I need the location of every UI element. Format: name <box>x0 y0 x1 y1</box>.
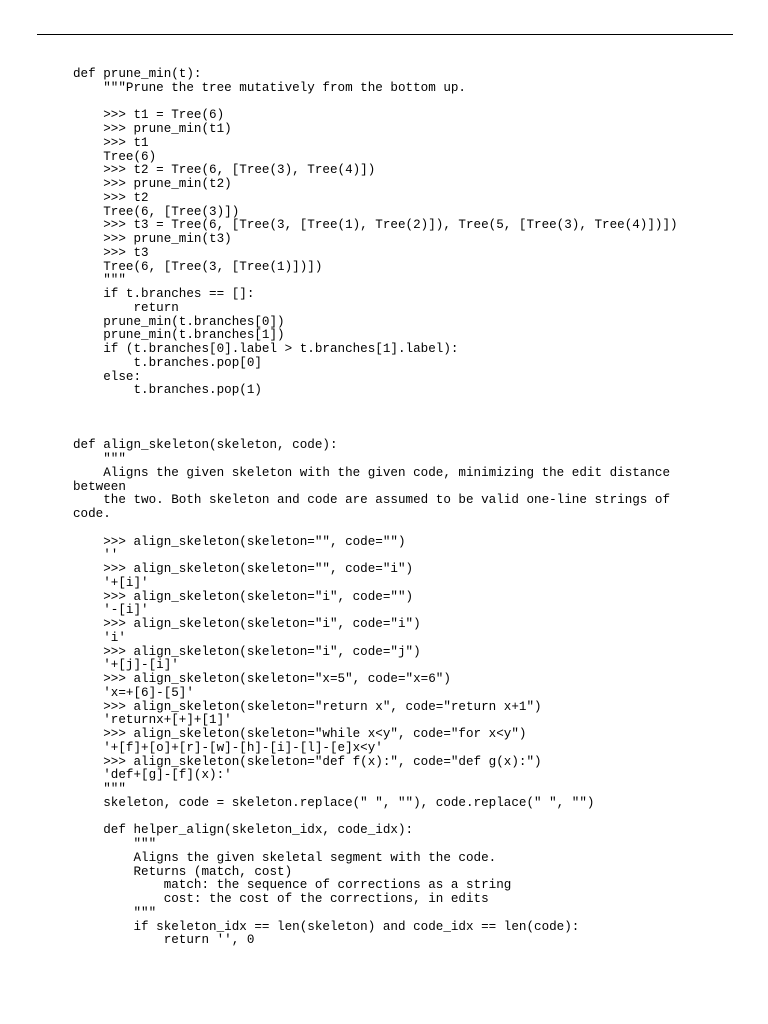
code-line: t.branches.pop[0] <box>73 355 262 370</box>
code-line <box>73 412 733 426</box>
code-line: >>> align_skeleton(skeleton="return x", code="return x+1") <box>73 699 542 714</box>
code-line: >>> align_skeleton(skeleton="i", code="") <box>73 589 414 604</box>
code-line <box>73 426 733 440</box>
code-line: """ <box>73 452 126 466</box>
code-line: 'returnx+[+]+[1]' <box>73 713 232 728</box>
code-line: match: the sequence of corrections as a string <box>73 878 512 893</box>
page-top-rule <box>37 34 733 35</box>
code-line: """ <box>73 837 157 851</box>
code-line: 'def+[g]-[f](x):' <box>73 768 232 783</box>
code-line: Tree(6) <box>73 149 157 164</box>
code-line: """ <box>73 905 157 920</box>
code-listing <box>73 68 733 948</box>
code-line: >>> t1 = Tree(6) <box>73 108 225 123</box>
code-line: return '', 0 <box>73 933 255 948</box>
code-line: t.branches.pop(1) <box>73 383 262 398</box>
code-line <box>73 811 733 825</box>
code-line <box>73 398 733 412</box>
code-line: """Prune the tree mutatively from the bottom up. <box>73 80 466 95</box>
code-line: if t.branches == []: <box>73 287 255 301</box>
code-line: >>> align_skeleton(skeleton="while x<y", code="for x<y") <box>73 727 527 741</box>
code-line <box>73 522 733 536</box>
code-line: Tree(6, [Tree(3, [Tree(1)])]) <box>73 259 323 274</box>
code-line: Tree(6, [Tree(3)]) <box>73 204 240 219</box>
code-line: def helper_align(skeleton_idx, code_idx): <box>73 823 414 838</box>
code-line: Aligns the given skeleton with the given code, minimizing the edit distance <box>73 465 671 480</box>
code-line: return <box>73 300 179 315</box>
code-line: else: <box>73 369 142 384</box>
code-line <box>73 96 733 110</box>
code-line: >>> t3 = Tree(6, [Tree(3, [Tree(1), Tree(2)]), Tree(5, [Tree(3), Tree(4)])]) <box>73 218 678 233</box>
code-line: >>> align_skeleton(skeleton="i", code="j") <box>73 644 421 659</box>
code-line: '-[i]' <box>73 603 149 618</box>
code-line: >>> prune_min(t3) <box>73 232 232 246</box>
code-line: >>> align_skeleton(skeleton="def f(x):", code="def g(x):") <box>73 754 542 769</box>
code-line: cost: the cost of the corrections, in edits <box>73 892 489 906</box>
code-line: if (t.branches[0].label > t.branches[1].label): <box>73 342 459 356</box>
code-line: the two. Both skeleton and code are assumed to be valid one-line strings of <box>73 493 671 508</box>
code-line: >>> t1 <box>73 135 149 150</box>
code-line: Aligns the given skeletal segment with the code. <box>73 850 497 865</box>
code-line: >>> prune_min(t2) <box>73 177 232 191</box>
code-line: between <box>73 479 126 494</box>
code-line: >>> align_skeleton(skeleton="x=5", code="x=6") <box>73 672 451 686</box>
code-line: >>> prune_min(t1) <box>73 122 232 136</box>
code-line: >>> t2 = Tree(6, [Tree(3), Tree(4)]) <box>73 163 376 178</box>
code-line: '' <box>73 548 119 563</box>
code-line: """ <box>73 273 126 288</box>
code-line: code. <box>73 507 111 521</box>
code-line: Returns (match, cost) <box>73 864 293 879</box>
code-line: prune_min(t.branches[1]) <box>73 328 285 343</box>
code-line: '+[f]+[o]+[r]-[w]-[h]-[i]-[l]-[e]x<y' <box>73 740 383 755</box>
code-line: >>> t3 <box>73 245 149 260</box>
code-line: prune_min(t.branches[0]) <box>73 314 285 329</box>
code-line: >>> t2 <box>73 190 149 205</box>
code-line: >>> align_skeleton(skeleton="", code="") <box>73 534 406 549</box>
code-line: >>> align_skeleton(skeleton="", code="i") <box>73 562 414 576</box>
code-line: '+[i]' <box>73 575 149 590</box>
code-line: >>> align_skeleton(skeleton="i", code="i") <box>73 617 421 631</box>
code-line: '+[j]-[i]' <box>73 658 179 673</box>
code-line: if skeleton_idx == len(skeleton) and code_idx == len(code): <box>73 919 580 934</box>
code-line: skeleton, code = skeleton.replace(" ", ""), code.replace(" ", "") <box>73 795 595 810</box>
code-line: def prune_min(t): <box>73 67 202 81</box>
code-line: 'i' <box>73 630 126 645</box>
code-line: 'x=+[6]-[5]' <box>73 685 194 700</box>
code-line: def align_skeleton(skeleton, code): <box>73 438 338 453</box>
code-line: """ <box>73 782 126 796</box>
